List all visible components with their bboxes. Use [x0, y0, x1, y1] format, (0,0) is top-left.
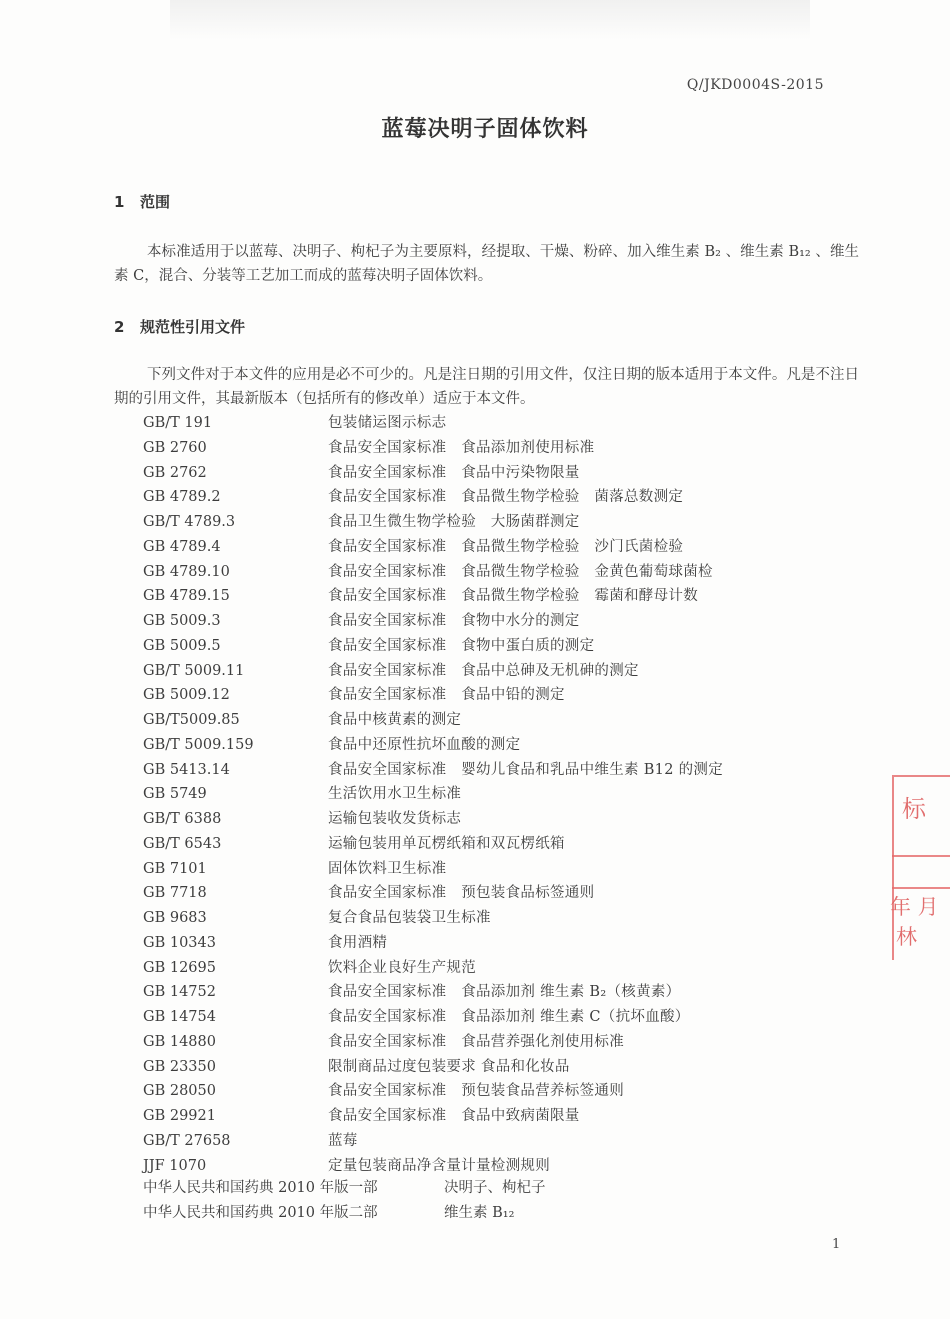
reference-title: 限制商品过度包装要求 食品和化妆品 [328, 1058, 570, 1075]
reference-title: 食用酒精 [328, 934, 388, 951]
reference-title: 生活饮用水卫生标准 [328, 786, 462, 803]
pharmacopoeia-item: 决明子、枸杞子 [444, 1180, 546, 1196]
reference-title: 食品安全国家标准 食品中污染物限量 [328, 464, 580, 481]
pharmacopoeia-row [143, 1176, 843, 1201]
reference-code: GB 2762 [143, 464, 207, 481]
pharmacopoeia-source: 中华人民共和国药典 2010 年版一部 [143, 1180, 378, 1196]
reference-code: GB/T 6543 [143, 835, 222, 852]
reference-row [143, 708, 843, 733]
section-heading-scope [114, 191, 170, 212]
reference-title: 包装储运图示标志 [328, 415, 447, 431]
reference-code: GB 29921 [143, 1108, 216, 1124]
reference-row [143, 931, 843, 956]
reference-code: GB/T 27658 [143, 1132, 231, 1149]
reference-row [143, 832, 843, 857]
reference-row [143, 436, 843, 461]
reference-row [143, 1005, 843, 1030]
reference-code: GB 4789.15 [143, 588, 230, 605]
reference-code: GB 4789.10 [143, 563, 230, 580]
reference-row [143, 807, 843, 832]
reference-code: GB 5009.3 [143, 613, 221, 629]
reference-title: 食品安全国家标准 食品添加剂使用标准 [328, 439, 595, 456]
reference-title: 食品安全国家标准 食品营养强化剂使用标准 [328, 1033, 624, 1050]
reference-row [143, 758, 843, 783]
reference-title: 食品安全国家标准 食品微生物学检验 霉菌和酵母计数 [328, 588, 698, 605]
reference-row [143, 411, 843, 436]
reference-row [143, 485, 843, 510]
reference-title: 食品安全国家标准 预包装食品标签通则 [328, 885, 595, 902]
reference-row [143, 560, 843, 585]
reference-title: 食品安全国家标准 食品中总砷及无机砷的测定 [328, 662, 639, 679]
reference-code: GB 4789.4 [143, 538, 221, 555]
reference-title: 食品安全国家标准 食物中水分的测定 [328, 613, 580, 629]
reference-code: GB 12695 [143, 959, 216, 976]
reference-row [143, 634, 843, 659]
section-title: 范围 [140, 193, 171, 211]
reference-code: GB/T 5009.159 [143, 736, 254, 753]
reference-title: 食品安全国家标准 预包装食品营养标签通则 [328, 1083, 624, 1100]
reference-row [143, 1030, 843, 1055]
reference-title: 运输包装用单瓦楞纸箱和双瓦楞纸箱 [328, 835, 565, 852]
reference-code: GB 7101 [143, 860, 207, 877]
approval-stamp [888, 775, 950, 960]
reference-row [143, 535, 843, 560]
reference-row [143, 1104, 843, 1129]
page-number: 1 [832, 1237, 841, 1252]
reference-row [143, 659, 843, 684]
reference-code: GB 23350 [143, 1058, 216, 1075]
reference-code: GB 5009.5 [143, 637, 221, 654]
document-code: Q/JKD0004S-2015 [686, 77, 824, 93]
reference-row [143, 733, 843, 758]
section-heading-normative-references [114, 316, 245, 337]
reference-title: 蓝莓 [328, 1132, 358, 1149]
section-number: 2 [114, 318, 125, 336]
section-number: 1 [114, 193, 125, 211]
stamp-text-line1: 标 [902, 795, 926, 823]
stamp-text-line2: 年 月 [890, 895, 939, 919]
reference-row [143, 956, 843, 981]
reference-code: GB/T 4789.3 [143, 514, 236, 530]
reference-row [143, 510, 843, 535]
reference-row [143, 1055, 843, 1080]
reference-row [143, 461, 843, 486]
reference-title: 食品安全国家标准 食品微生物学检验 金黄色葡萄球菌检 [328, 563, 713, 580]
reference-code: GB 2760 [143, 439, 207, 456]
reference-title: 食品安全国家标准 食品添加剂 维生素 C（抗坏血酸） [328, 1009, 690, 1025]
reference-code: GB 14754 [143, 1009, 216, 1025]
reference-code: GB 5749 [143, 786, 207, 803]
reference-code: GB 10343 [143, 934, 216, 951]
pharmacopoeia-source: 中华人民共和国药典 2010 年版二部 [143, 1204, 378, 1221]
reference-title: 固体饮料卫生标准 [328, 860, 447, 877]
reference-code: GB 9683 [143, 910, 207, 926]
reference-code: GB/T 5009.11 [143, 662, 245, 679]
reference-list [143, 411, 843, 1178]
reference-row [143, 980, 843, 1005]
reference-row [143, 1079, 843, 1104]
reference-title: 食品安全国家标准 食品中铅的测定 [328, 687, 565, 704]
reference-code: GB 28050 [143, 1083, 216, 1100]
reference-code: GB 5009.12 [143, 687, 230, 704]
pharmacopoeia-list [143, 1176, 843, 1226]
reference-row [143, 1129, 843, 1154]
reference-title: 食品安全国家标准 食物中蛋白质的测定 [328, 637, 595, 654]
reference-row [143, 1154, 843, 1179]
reference-title: 食品安全国家标准 食品中致病菌限量 [328, 1108, 580, 1124]
references-intro-paragraph: 下列文件对于本文件的应用是必不可少的。凡是注日期的引用文件，仅注日期的版本适用于本文件。凡是不注日期的引用文件，其最新版本（包括所有的修改单）适应于本文件。 [114, 367, 859, 407]
reference-title: 食品安全国家标准 婴幼儿食品和乳品中维生素 B12 的测定 [328, 761, 724, 778]
scope-paragraph: 本标准适用于以蓝莓、决明子、枸杞子为主要原料，经提取、干燥、粉碎、加入维生素 B₂ 、维生素 B₁₂ 、维生素 C，混合、分装等工艺加工而成的蓝莓决明子固体饮料。 [114, 244, 859, 284]
reference-code: JJF 1070 [143, 1157, 207, 1174]
reference-row [143, 782, 843, 807]
reference-code: GB 7718 [143, 885, 207, 902]
stamp-text-line3: 林 [896, 925, 917, 949]
reference-title: 食品卫生微生物学检验 大肠菌群测定 [328, 514, 580, 530]
document-title: 蓝莓决明子固体饮料 [381, 117, 589, 142]
reference-title: 运输包装收发货标志 [328, 811, 462, 827]
reference-row [143, 906, 843, 931]
reference-code: GB/T5009.85 [143, 712, 240, 728]
pharmacopoeia-item: 维生素 B₁₂ [444, 1204, 515, 1221]
reference-code: GB 14752 [143, 984, 216, 1001]
reference-row [143, 683, 843, 708]
pharmacopoeia-row [143, 1201, 843, 1226]
reference-title: 食品安全国家标准 食品添加剂 维生素 B₂（核黄素） [328, 984, 681, 1001]
reference-title: 饮料企业良好生产规范 [328, 959, 476, 976]
reference-title: 定量包装商品净含量计量检测规则 [328, 1157, 550, 1174]
reference-row [143, 857, 843, 882]
reference-row [143, 584, 843, 609]
reference-code: GB/T 191 [143, 415, 213, 431]
stamp-divider [892, 855, 950, 857]
stamp-divider [892, 887, 950, 889]
reference-title: 食品安全国家标准 食品微生物学检验 沙门氏菌检验 [328, 538, 684, 555]
reference-row [143, 609, 843, 634]
reference-title: 食品中核黄素的测定 [328, 712, 462, 728]
reference-code: GB 4789.2 [143, 489, 221, 506]
reference-row [143, 881, 843, 906]
reference-title: 复合食品包装袋卫生标准 [328, 910, 491, 926]
reference-code: GB 5413.14 [143, 761, 230, 778]
reference-title: 食品中还原性抗坏血酸的测定 [328, 736, 521, 753]
reference-code: GB/T 6388 [143, 811, 222, 827]
section-title: 规范性引用文件 [140, 318, 246, 336]
reference-title: 食品安全国家标准 食品微生物学检验 菌落总数测定 [328, 489, 684, 506]
scan-shadow [170, 0, 810, 40]
reference-code: GB 14880 [143, 1033, 216, 1050]
